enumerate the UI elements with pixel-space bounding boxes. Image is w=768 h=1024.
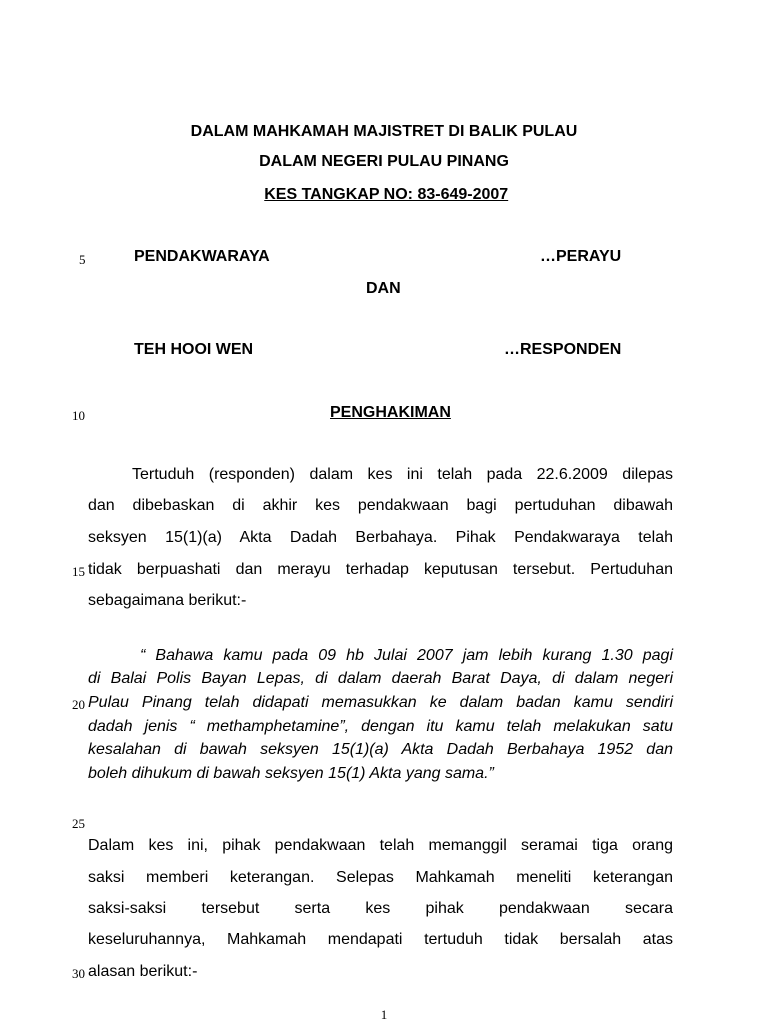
- page-number: 1: [380, 1007, 388, 1022]
- paragraph2-line: Dalam kes ini, pihak pendakwaan telah memanggil seramai tiga orang: [88, 837, 673, 854]
- line-number-15: 15: [72, 564, 85, 579]
- prosecutor-role: …PERAYU: [540, 248, 622, 265]
- paragraph1-line: dan dibebaskan di akhir kes pendakwaan bagi pertuduhan dibawah: [88, 497, 673, 514]
- prosecutor-label: PENDAKWARAYA: [134, 248, 270, 265]
- line-number-25: 25: [72, 816, 85, 831]
- paragraph1-line: sebagaimana berikut:-: [88, 592, 247, 609]
- court-title: DALAM MAHKAMAH MAJISTRET DI BALIK PULAU: [190, 123, 578, 140]
- state-title: DALAM NEGERI PULAU PINANG: [259, 153, 509, 170]
- and-label: DAN: [366, 280, 401, 297]
- quote-line: dadah jenis “ methamphetamine”, dengan itu kamu telah melakukan satu: [88, 718, 673, 735]
- respondent-role: …RESPONDEN: [504, 341, 622, 358]
- quote-line: di Balai Polis Bayan Lepas, di dalam daerah Barat Daya, di dalam negeri: [88, 670, 673, 687]
- paragraph1-line: Tertuduh (responden) dalam kes ini telah pada 22.6.2009 dilepas: [132, 466, 673, 483]
- section-title: PENGHAKIMAN: [330, 404, 451, 421]
- case-number: [0, 186, 768, 204]
- line-number-20: 20: [72, 697, 85, 712]
- quote-line: boleh dihukum di bawah seksyen 15(1) Akta yang sama.”: [88, 765, 494, 782]
- paragraph2-line: saksi memberi keterangan. Selepas Mahkamah meneliti keterangan: [88, 869, 673, 886]
- quote-line: Pulau Pinang telah didapati memasukkan ke dalam badan kamu sendiri: [88, 694, 673, 711]
- line-number-30: 30: [72, 966, 85, 981]
- case-number-text: KES TANGKAP NO: 83-649-2007: [264, 186, 509, 203]
- paragraph2-line: saksi-saksi tersebut serta kes pihak pendakwaan secara: [88, 900, 673, 917]
- line-number-5: 5: [79, 252, 86, 267]
- paragraph1-line: tidak berpuashati dan merayu terhadap keputusan tersebut. Pertuduhan: [88, 561, 673, 578]
- quote-line: kesalahan di bawah seksyen 15(1)(a) Akta Dadah Berbahaya 1952 dan: [88, 741, 673, 758]
- respondent-name: TEH HOOI WEN: [134, 341, 254, 358]
- paragraph2-line: keseluruhannya, Mahkamah mendapati tertuduh tidak bersalah atas: [88, 931, 673, 948]
- line-number-10: 10: [72, 408, 85, 423]
- paragraph2-line: alasan berikut:-: [88, 963, 198, 980]
- paragraph1-line: seksyen 15(1)(a) Akta Dadah Berbahaya. Pihak Pendakwaraya telah: [88, 529, 673, 546]
- quote-line: “ Bahawa kamu pada 09 hb Julai 2007 jam lebih kurang 1.30 pagi: [140, 647, 673, 664]
